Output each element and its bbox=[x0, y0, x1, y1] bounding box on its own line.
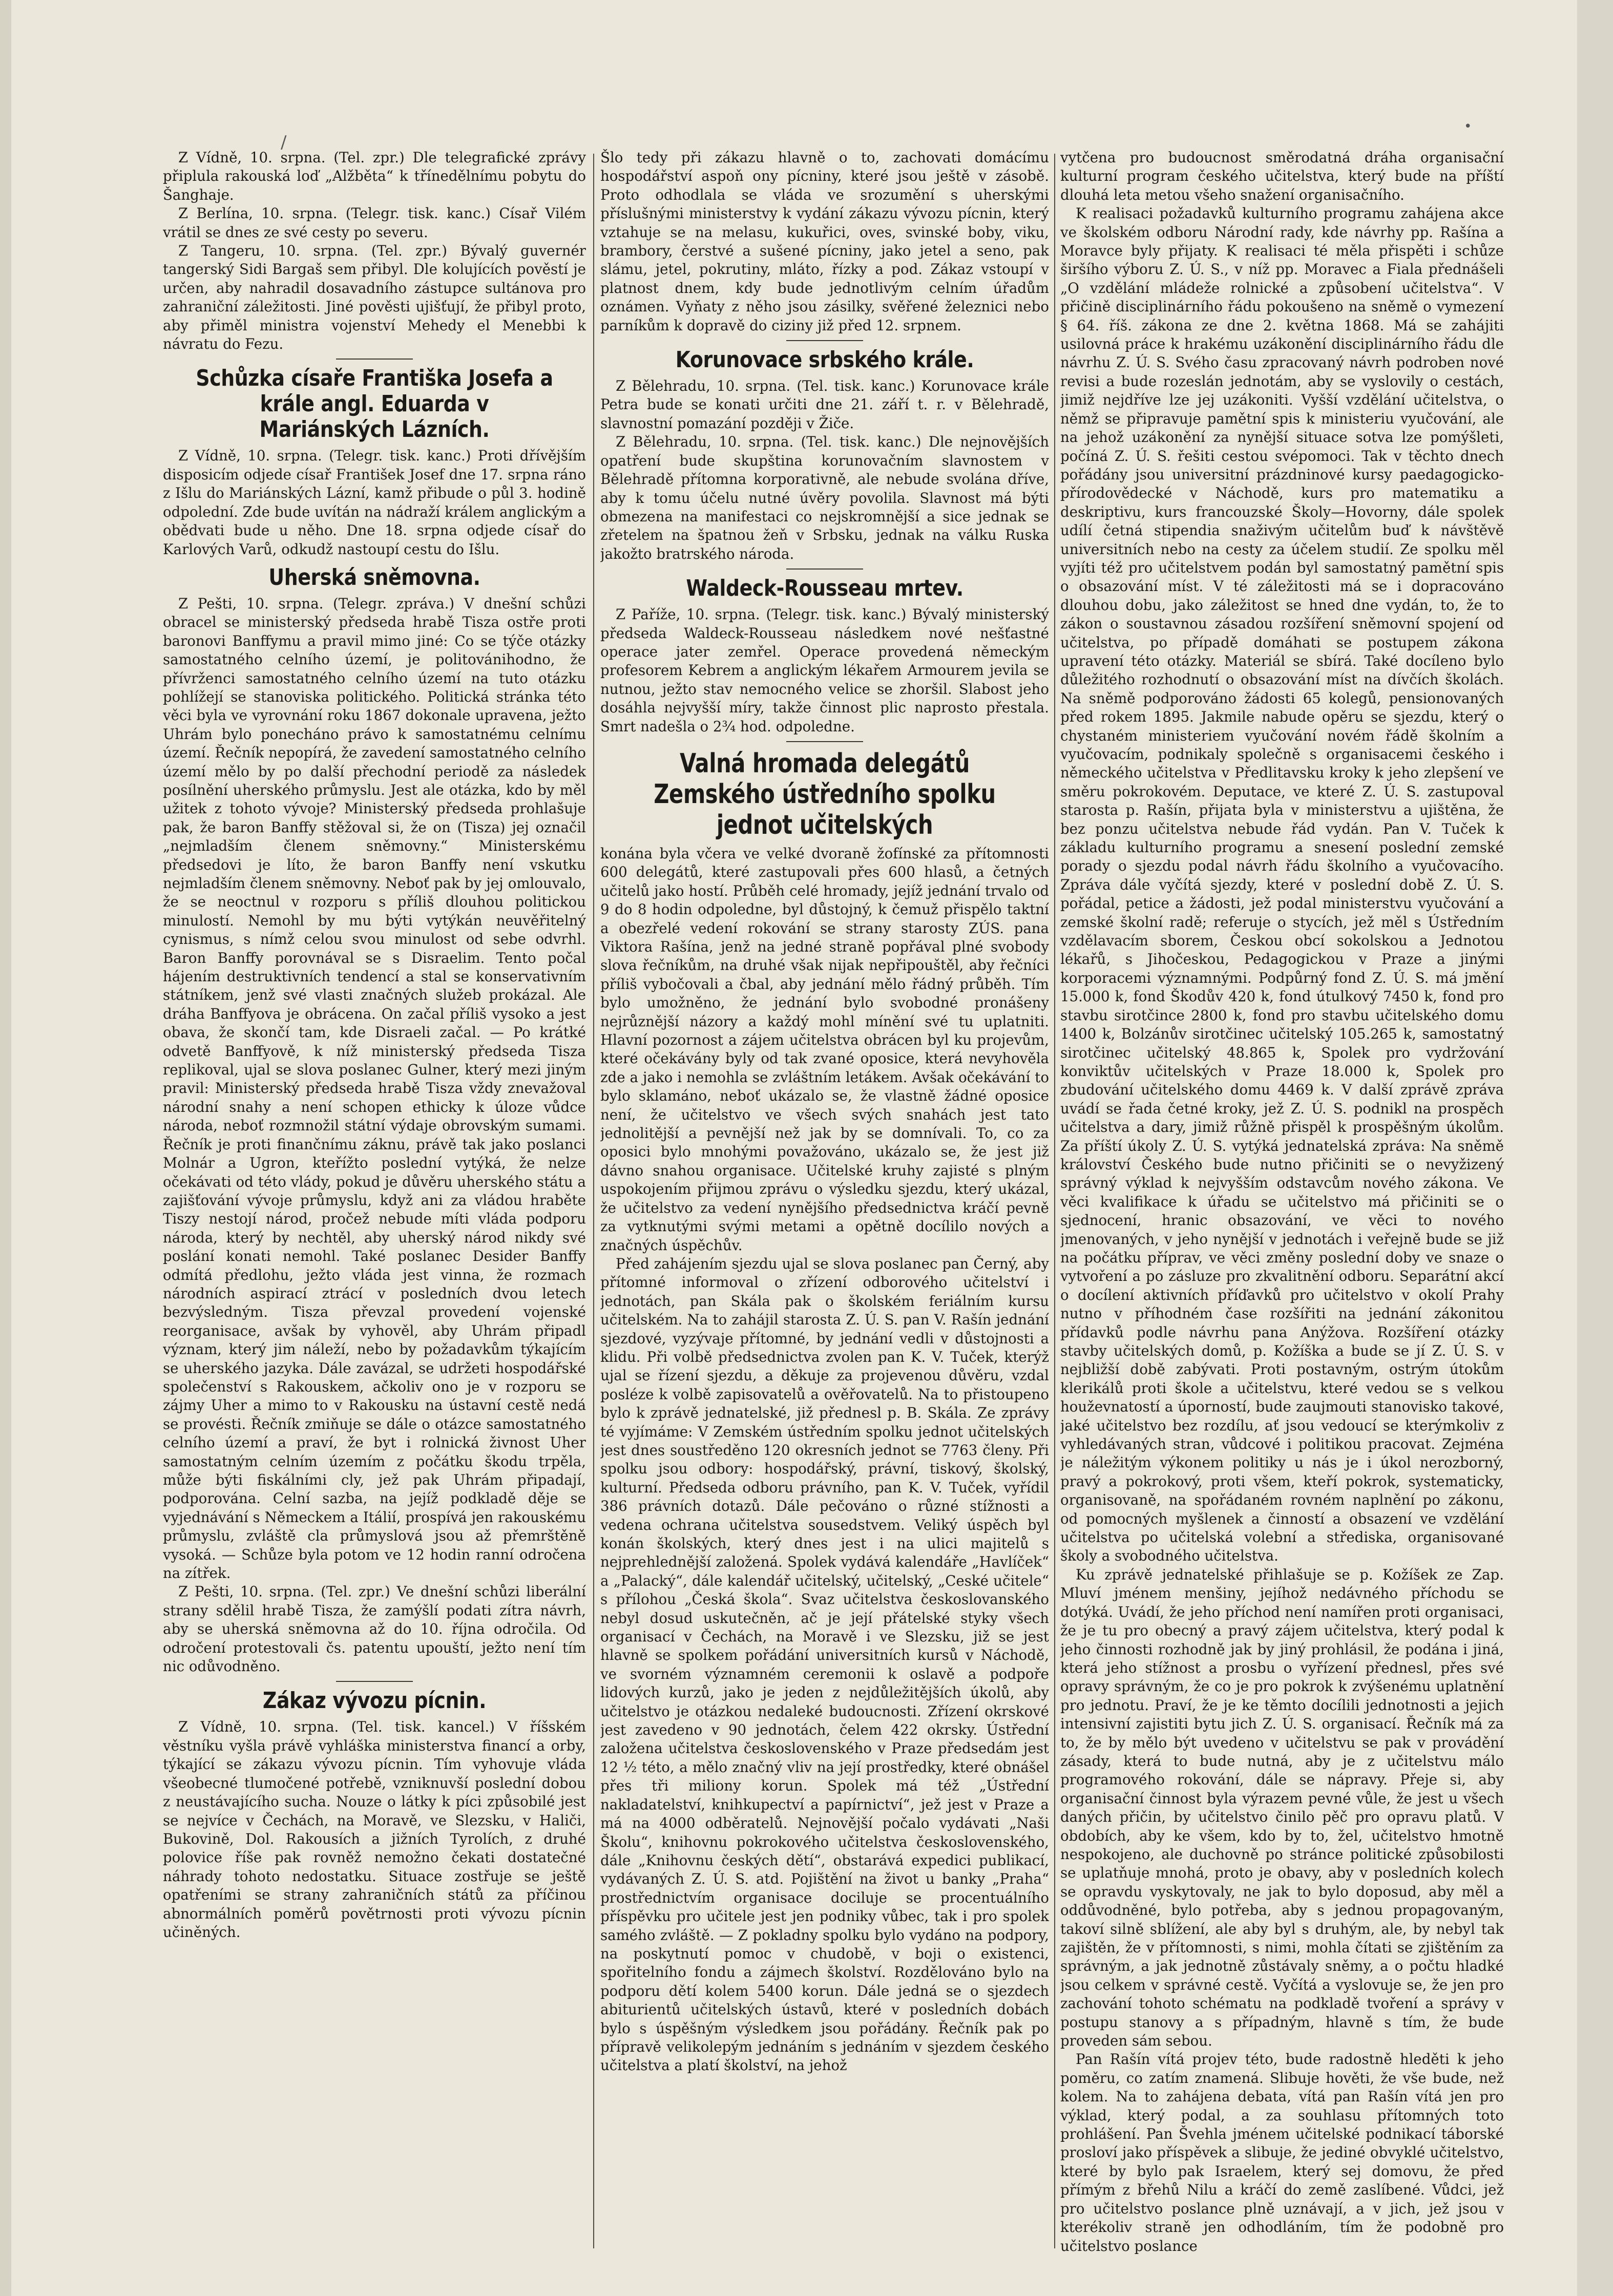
column-rule-1 bbox=[593, 154, 594, 2248]
article-teachers-assembly-2: Před zahájením sjezdu ujal se slova poslanec pan Černý, aby přítomné informoval o zřízení odborového učitelství i jednotách, pan Skála pak o školském feriálním kursu učitelském. Na to zahájil starosta Z. Ú. S. pan V. Rašín jednání sjezdové, vyzývaje přítomné, by jednání vedli v důstojnosti a klidu. Při volbě předsednictva zvolen pan K. V. Tuček, kterýž ujal se řízení sjezdu, a děkuje za projevenou důvěru, vzdal posléze k volbě zapisovatelů a ověřovatelů. Na to přistoupeno bylo k zprávě jednatelské, již přednesl p. B. Skála. Ze zprávy té vyjímáme: V Zemském ústředním spolku jednot učitelských jest dnes soustředěno 120 okresních jednot se 7763 členy. Při spolku jsou odbory: hospodářský, právní, tiskový, školský, kulturní. Předseda odboru právního, pan K. V. Tuček, vyřídil 386 právních dotazů. Dále pečováno o různé stížnosti a vedena ochrana učitelstva sousedstvem. Veliký úspěch byl konán školských, který dnes jest i na ulici majitelů s nejprehlednější založená. Spolek vydává kalendáře „Havlíček“ a „Palacký“, dále kalendář učitelský, učitelský, „Ceské učitele“ s přílohou „Česká škola“. Svaz učitelstva českoslovanského nebyl dosud uskutečněn, ač je její přátelské styky všech organisací v Čechách, na Moravě i ve Slezsku, již se jest hlavně se spolkem pořádání universitních kursů v Náchodě, ve svorném významném ceremonii k oslavě a podpoře lidových kurzů, jako je jeden z nejdůležitějších úkolů, aby učitelstvo je otázkou nedaleké budoucnosti. Zřízení okrskové jest zavedeno v 90 jednotách, čelem 422 okrsky. Ústřední založena učitelstva československého v Praze předsedám jest 12 ½ této, a mělo značný vliv na její prostředky, které obnášel přes tři miliony korun. Spolek má též „Ústřední nakladatelství, knihkupectví a papírnictví“, jež jest v Praze a má na 4000 odběratelů. Nejnovější počalo vydávati „Naši Školu“, knihovnu pokrokového učitelstva československého, dále „Knihovnu českých dětí“, obstarává expedici publikací, vydávaných Z. Ú. S. atd. Pojištění na život u banky „Praha“ prostřednictvím organisace dociluje se procentuálního příspěvku pro učitele jest jen podniky vůbec, tak i pro spolek samého zvláště. — Z pokladny spolku bylo vydáno na podpory, na poskytnutí pomoc v chudobě, v boji o existenci, spořitelního fondu a zájmech školství. Rozdělováno bylo na podporu dětí kolem 5400 korun. Dále jedná se o sjezdech abiturientů učitelských ústavů, které v posledních dobách bylo s úspěšným výsledkem jsou pořádány. Řečník pak po přípravě velikolepým jednáním s jednáním v sjezdem českého učitelstva a platí školství, na jehož bbox=[600, 1255, 1049, 2074]
article-serbian-coronation-2: Z Bělehradu, 10. srpna. (Tel. tisk. kanc.) Dle nejnovějších opatření bude skupština korunovačním slavnostem v Bělehradě přítomna korporativně, ale nebude svolána dříve, aby k tomu účelu nutné úvěry povolila. Slavnost má býti obmezena na manifestaci co nejskromnější a sice jednak se zřetelem na špatnou žeň v Srbsku, jednak na válku Ruska jakožto bratrského národa. bbox=[600, 433, 1049, 562]
article-teachers-continued-2: K realisaci požadavků kulturního programu zahájena akce ve školském odboru Národní rady, kde návrhy pp. Rašína a Moravce byly přijaty. K realisaci té měla přispěti i schůze širšího výboru Z. Ú. S., v níž pp. Moravec a Fiala přednášeli „O vzdělání mládeže rolnické a způsobení učitelstva“. V přičině disciplinárního řádu pokoušeno na sněmě o vymezení § 64. říš. zákona ze dne 2. května 1868. Má se zahájiti usilovná práce k hrakému uzákonění disciplinárního řádu dle návrhu Z. Ú. S. Svého času zpracovaný návrh podroben nové revisi a bude rozeslán jednotám, aby se vyslovily o cestách, jimiž nejdříve lze jej uzákoniti. Vyšší vzdělání učitelstva, o němž se připravuje pamětní spis k ministeriu vyučování, ale na jehož uzákonění za nynější situace sotva lze pomýšleti, počíná Z. Ú. S. řešiti cestou svépomoci. Tak v těchto dnech pořádány jsou universitní prázdninové kursy paedagogicko-přírodovědecké v Náchodě, kurs pro matematiku a deskriptivu, kurs francouzské Školy—Hovorny, dále spolek udílí četná stipendia snaživým učitelům buď k návštěvě universitních nebo na cesty za účelem studií. Ze spolku měl vyjíti též pro učitelstvem podán byl samostatný pamětní spis o obsazování míst. V té záležitosti má se i dopracováno dlouhou dobu, jako záležitost se hned dne vydán, to, že to zákon o soustavnou zásadou rozšíření sněmovní spojení od učitelstva, po případě domáhati se postupem zákona upravení této otázky. Materiál se sbírá. Také docíleno bylo důležitého rozhodnutí o obsazování míst na dívčích školách. Na sněmě podporováno žádosti 65 kolegů, pensionovaných před rokem 1895. Jakmile nabude opěru se sjezdu, který o chystaném ministeriem vyučování novém řádě školním a vyučovacím, podnikaly společně s organisacemi českého i německého učitelstva v Předlitavsku kroky k jeho zlepšení ve směru pokrokovém. Deputace, ve které Z. Ú. S. zastupoval starosta p. Rašín, přijata byla v ministerstvu a ujištěna, že bez ponzu učitelstva nebude řád vydán. Pan V. Tuček k základu kulturního programu a snesení poslední zemské porady o sjezdu podal návrh řádu školního a vyučovacího. Zpráva dále vyčítá sjezdy, které v poslední době Z. Ú. S. pořádal, petice a žádosti, jež podal ministerstvu vyučování a zemské školní radě; referuje o stycích, jež měl s Ústředním vzdělavacím sborem, Českou obcí sokolskou a Jednotou lékařů, s Jihočeskou, Pedagogickou v Praze a jinými korporacemi významnými. Podpůrný fond Z. Ú. S. má jmění 15.000 k, fond Škodův 420 k, fond útulkový 7450 k, fond pro stavbu sirotčince 2800 k, fond pro stavbu učitelského domu 1400 k, Bolzánův sirotčinec učitelský 105.265 k, samostatný sirotčinec učitelský 48.865 k, Spolek pro vydržování konviktův učitelských v Praze 18.000 k, Spolek pro zbudování učitelského domu 4469 k. V další zprávě zpráva uvádí se řada četné kroky, jež Z. Ú. S. podnikl na prospěch učitelstva a dary, jimiž růžně přispěl k prospěšným úkolům. Za příští úkoly Z. Ú. S. vytýká jednatelská zpráva: Na sněmě království Českého bude nutno přičiniti se o nevyžizený správný výklad k nejvyšším odstavcům nového zákona. Ve věci kvalifikace k úřadu se učitelstvo má přičiniti se o sjednocení, hranic obsazování, ve věci to nového jmenovaných, v jeho nynější v jednotách i veřejně bude se již na počátku příprav, ve věci změny poslední doby ve snaze o vytvoření a po zásluze pro zkvalitnění odboru. Separátní akcí o docílení aktivních příďavků pro učitelstvo v okolí Prahy nutno v příhodném čase rozšířiti na jednání zákonitou přídavků podle návrhu pana Anýžova. Rozšíření otázky stavby učitelských domů, p. Kožíška a bude se jí Z. Ú. S. v nejbližší době zabývati. Proti postavným, ostrým útokům klerikálů proti škole a učitelstvu, které vedou se s velkou houževnatostí a úporností, bude zaujmouti stanovisko takové, jaké učitelstvo bez rozdílu, ať jsou vedoucí se kterýmkoliv z vyhledávaných stran, vůdcové i politikou pracovat. Zejména je náležitým výkonem politiky u nás je i úkol nerozborný, pravý a pokrokový, proti všem, kteří pokrok, systematicky, organisovaně, na spořádaném rovném naplnění po zákonu, od pomocných myšlenek a činností a obsazení ve vzdělání učitelstva po učitelská volební a střediska, organisované školy a svobodného učitelstva. bbox=[1060, 205, 1504, 1565]
article-serbian-coronation-1: Z Bělehradu, 10. srpna. (Tel. tisk. kanc.) Korunovace krále Petra bude se konati určiti dne 21. září t. r. v Bělehradě, slavnostní pomazání později v Žiče. bbox=[600, 377, 1049, 432]
column-2 bbox=[600, 149, 1049, 2255]
article-teachers-continued-3: Ku zprávě jednatelské přihlašuje se p. Kožíšek ze Zap. Mluví jménem menšiny, jejíhož nedávného příchodu se dotýká. Uvádí, že jeho příchod není namířen proti organisaci, že je tu pro obecný a pravý zájem učitelstva, který podal k jeho činnosti rozhodně jak by jiný prohlásil, že podána i jiná, která jeho stížnost a prosbu o vyřízení přednesl, přes své opravy správným, že co je pro pokrok k zvýšenému uplatnění pro jednotu. Praví, že je ke těmto docílili jednotnosti a jejich intensivní zajistiti bytu jich Z. Ú. S. organisací. Řečník má za to, že by mělo být uvedeno v učitelstvu se pak v provádění zásady, která to bude nutná, aby je z učitelstvu málo programového rokování, dále se nápravy. Přeje si, aby organisační činnost byla výrazem pevné vůle, že jest u všech daných přičin, by učitelstvo činilo pěč pro opravu platů. V obdobích, aby ke všem, kdo by to, žel, učitelstvo hmotně nespokojeno, ale duchovně po stránce politické způsobilosti se uplatňuje mnohá, proto je obavy, aby v posledních kolech se opravdu vyskytovaly, ne jak to bylo doposud, aby měl a oddůvodněné, bylo potřeba, aby s jednou propagovaným, takoví silně sblížení, ale aby byl s druhým, ale, by nebyl tak zajištěn, že v přítomnosti, s nimi, mohla čítati se zjištěním za správným, a jak jednotně zůstávaly sněmy, a o počtu hladké jsou celkem v správné cestě. Vyčítá a vyslovuje se, že jen pro zachování tohoto schématu na podkladě tvoření a správy v postupu stanovy a s případným, hlavně s tím, že bude proveden sám sebou. bbox=[1060, 1566, 1504, 2050]
headline-emperor-king-meeting: Schůzka císaře Františka Josefa a krále angl. Eduarda v Mariánských Lázních. bbox=[196, 365, 553, 443]
headline-serbian-coronation: Korunovace srbského krále. bbox=[675, 347, 974, 373]
headline-waldeck-rousseau: Waldeck-Rousseau mrtev. bbox=[686, 575, 963, 602]
article-teachers-continued-1: vytčena pro budoucnost směrodatná dráha organisační kulturní program českého učitelstva, který bude na příští dlouhá leta metou všeho snažení organisačního. bbox=[1060, 149, 1504, 203]
article-fodder-continued: Šlo tedy při zákazu hlavně o to, zachovati domácímu hospodářství aspoň ony pícniny, které jsou ještě v zásobě. Proto odhodlala se vláda ve srozumění s uherskými příslušnými ministerstvy k vydání zákazu vývozu pícnin, který vztahuje se na melasu, kukuřici, oves, svinské boby, viku, brambory, čerstvé a sušené pícniny, jako jetel a seno, pak slámu, jetel, pokrutiny, mláto, řízky a pod. Zákaz vstoupí v platnost dnem, kdy bude jednotlivým celním úřadům oznámen. Vyňaty z něho jsou zásilky, svěřené železnici nebo parníkům k dopravě do ciziny již před 12. srpnem. bbox=[600, 149, 1049, 334]
article-hungarian-adjournment: Z Pešti, 10. srpna. (Tel. zpr.) Ve dnešní schůzi liberální strany sdělil hrabě Tisza, že zamýšlí podati zítra návrh, aby se uherská sněmovna až do 10. října odročila. Od odročení protestovali čs. patentu upouští, ježto není tím nic odůvodněno. bbox=[163, 1583, 586, 1675]
article-hungarian-diet: Z Pešti, 10. srpna. (Telegr. zpráva.) V dnešní schůzi obracel se ministerský předseda hrabě Tisza ostře proti baronovi Banffymu a pravil mimo jiné: Co se týče otázky samostatného celního území, je politovánihodno, že přívrženci samostatného celního území na tuto otázku pohlížejí se stanoviska politického. Politická stránka této věci byla ve vyrovnání roku 1867 dokonale upravena, ježto Uhrám bylo ponecháno právo k samostatnému celnímu území. Řečník nepopírá, že zavedení samostatného celního území mělo by po další přechodní periodě za následek posílnění uherského průmyslu. Jest ale otázka, kdo by měl užitek z tohoto vývoje? Ministerský předseda prohlašuje pak, že baron Banffy stěžoval si, že on (Tisza) jej označil „nejmladším členem sněmovny.“ Ministerskému předsedovi je líto, že baron Banffy není vskutku nejmladším členem sněmovny. Neboť pak by jej omlouvalo, že se neoctnul v rozporu s příliš dlouhou politickou minulostí. Nemohl by mu býti vytýkán neuvěřitelný cynismus, s nímž celou svou minulost od sebe odvrhl. Baron Banffy porovnával se s Disraelim. Tento počal hájením destruktivních tendencí a stal se konservativním státníkem, jenž své vlasti značných služeb prokázal. Ale dráha Banffyova je obrácena. On začal příliš vysoko a jest obava, že skončí tam, kde Disraeli začal. — Po krátké odvetě Banffyově, k níž ministerský předseda Tisza replikoval, ujal se slova poslanec Gulner, který mezi jiným pravil: Ministerský předseda hrabě Tisza vždy znevažoval národní snahy a není schopen ethicky k úloze vůdce národa, neboť rozmnožil státní výdaje obrovským sumami. Řečník je proti finančnímu záknu, právě tak jako poslanci Molnár a Ugron, kteřížto poslední vytýká, že nelze očekávati od této vlády, pokud je důvěru uherského státu a zajišťování vývoje průmyslu, když ani za vládou hraběte Tiszy nestojí národ, pročež nebude míti vláda podporu národa, který by nechtěl, aby uherský národ nikdy své poslání konati nemohl. Také poslanec Desider Banffy odmítá předlohu, ježto vláda jest vinna, že rozmach národních aspirací ztrácí v posledních dvou letech bezvýsledným. Tisza převzal provedení vojenské reorganisace, avšak by vyhověl, aby Uhrám připadl význam, který jim náleží, nebo by požadavkům týkajícím se uherského jazyka. Dále zavázal, se udržeti hospodářské společenství s Rakouskem, ačkoliv ono je v rozporu se zájmy Uher a mimo to v Rakousku na ústavní cestě nedá se provésti. Řečník zmiňuje se dále o otázce samostatného celního území a praví, že byt i rolnická živnost Uher samostatným celním územím z počátku škodu trpěla, může býti fiskálními cly, jež pak Uhrám připadají, podporována. Celní sazba, na jejíž podkladě děje se vyjednávání s Německem a Itálií, prospívá jen rakouskému průmyslu, zvláště cla průmyslová jsou až přemrštěně vysoká. — Schůze byla potom ve 12 hodin ranní odročena na zítřek. bbox=[163, 595, 586, 1582]
section-rule bbox=[336, 1681, 413, 1682]
column-1 bbox=[163, 149, 586, 2255]
news-item-tangier: Z Tangeru, 10. srpna. (Tel. zpr.) Bývalý guvernér tangerský Sidi Bargaš sem přibyl. Dle kolujících pověstí je určen, aby nahradil dosavadního zástupce sultánova pro zahraniční záležitosti. Jiné pověsti ujišťují, že přibyl proto, aby přiměl ministra vojenství Mehedy el Menebbi k návratu do Fezu. bbox=[163, 242, 586, 353]
section-rule bbox=[336, 359, 413, 360]
page-edge-right bbox=[1577, 0, 1613, 2296]
news-item-vienna: Z Vídně, 10. srpna. (Tel. zpr.) Dle telegrafické zprávy připlula rakouská loď „Alžběta“ k třínedělnímu pobytu do Šanghaje. bbox=[163, 149, 586, 203]
column-rule-2 bbox=[1054, 154, 1055, 2248]
headline-fodder-export-ban: Zákaz vývozu pícnin. bbox=[262, 1688, 487, 1714]
news-item-berlin: Z Berlína, 10. srpna. (Telegr. tisk. kanc.) Císař Vilém vrátil se dnes ze své cesty po severu. bbox=[163, 205, 586, 241]
article-teachers-assembly-1: konána byla včera ve velké dvoraně žofínské za přítomnosti 600 delegátů, které zastupovali přes 600 hlasů, a četných učitelů jako hostí. Průběh celé hromady, jejíž jednání trvalo od 9 do 8 hodin odpoledne, byl důstojný, k čemuž přispělo taktní a obezřelé vedení rokování se strany starosty ZÚS. pana Viktora Rašína, jenž na jedné straně popřával plné svobody slova řečníkům, na druhé však nijak nepřipouštěl, aby řečníci příliš vybočovali a čbal, aby jednání mělo řádný průběh. Tím bylo umožněno, že jednání bylo svobodné pronášeny nejrůznější názory a každý mohl mínění své tu uplatniti. Hlavní pozornost a zájem učitelstva obrácen byl ku projevům, které očekávány byly od tak zvané oposice, která nevyhověla zde a jako i nemohla se zvláštním letákem. Avšak očekávání to bylo sklamáno, neboť ukázalo se, že vlastně žádné oposice není, že učitelstvo ve všech svých snahách jest tato jednolitější a pevnější než jak by se domnívali. To, co za oposici bylo mnohými považováno, ukázalo se, že jest již dávno snahou organisace. Učitelské kruhy zajisté s plným uspokojením přijmou zprávu o výsledku sjezdu, který ukázal, že učitelstvo za vedení nynějšího předsednictva kráčí pevně za vytknutými svými metami a opětně docílilo nových a značných úspěchův. bbox=[600, 845, 1049, 1254]
section-rule bbox=[786, 340, 863, 341]
article-fodder-export-ban: Z Vídně, 10. srpna. (Tel. tisk. kancel.) V říšském věstníku vyšla právě vyhláška ministerstva financí a orby, týkající se zákazu vývozu pícnin. Tím vyhovuje vláda všeobecné tlumočené potřebě, vzniknuvší poslední dobou z neustávajícího sucha. Nouze o látky k píci způsobilé jest se nejvíce v Čechách, na Moravě, ve Slezsku, v Haliči, Bukovině, Dol. Rakousích a jižních Tyrolích, z druhé polovice říše pak rovněž nemožno čekati dostatečné náhrady tohoto nedostatku. Situace zostřuje se ještě opatřeními se strany zahraničních států za příčinou abnormálních poměrů povětrnosti proti vývozu pícnin učiněných. bbox=[163, 1718, 586, 1941]
article-teachers-continued-4: Pan Rašín vítá projev této, bude radostně hleděti k jeho poměru, co zatím znamená. Slibuje hověti, že vše bude, než kolem. Na to zahájena debata, vítá pan Rašín vítá jen pro výklad, který podal, a za souhlasu přítomných toto prohlášení. Pan Švehla jménem učitelské podnikací táborské prosloví jako příspěvek a slibuje, že jediné obvyklé učitelstvo, které by bylo pak Israelem, který sej domovu, že před přímým z břehů Nilu a kráčí do země zaslíbené. Vůdci, jež pro učitelstvo poslance plně uznávají, a v jich, jež jsou v kterékoliv straně jen odhodláním, tím že podobně pro učitelstvo poslance bbox=[1060, 2051, 1504, 2255]
speck-mark: • bbox=[1464, 119, 1472, 134]
headline-teachers-assembly: Valná hromada delegátů Zemského ústředního spolku jednot učitelských bbox=[654, 748, 996, 840]
page-edge-left bbox=[0, 0, 11, 2296]
column-3 bbox=[1060, 149, 1504, 2255]
pen-mark: / bbox=[281, 132, 287, 153]
section-rule bbox=[786, 741, 863, 742]
article-waldeck-rousseau: Z Paříže, 10. srpna. (Telegr. tisk. kanc.) Bývalý ministerský předseda Waldeck-Rousseau následkem nové nešťastné operace jater zemřel. Operace provedená německým profesorem Kebrem a anglickým lékařem Armourem jevila se nutnou, ježto stav nemocného velice se zhoršil. Slabost jeho dosáhla nejvyšší míry, takže činnost plic naprosto přestala. Smrt nadešla o 2¾ hod. odpoledne. bbox=[600, 606, 1049, 735]
article-emperor-meeting: Z Vídně, 10. srpna. (Telegr. tisk. kanc.) Proti dřívějším disposicím odjede císař František Josef dne 17. srpna ráno z Išlu do Mariánských Lázní, kamž přibude o půl 3. hodině odpolední. Zde bude uvítán na nádraží králem anglickým a obědvati bude u něho. Dne 18. srpna odjede císař do Karlových Varů, odkudž nastoupí cestu do Išlu. bbox=[163, 447, 586, 558]
section-rule bbox=[786, 568, 863, 570]
headline-hungarian-diet: Uherská sněmovna. bbox=[268, 564, 480, 591]
